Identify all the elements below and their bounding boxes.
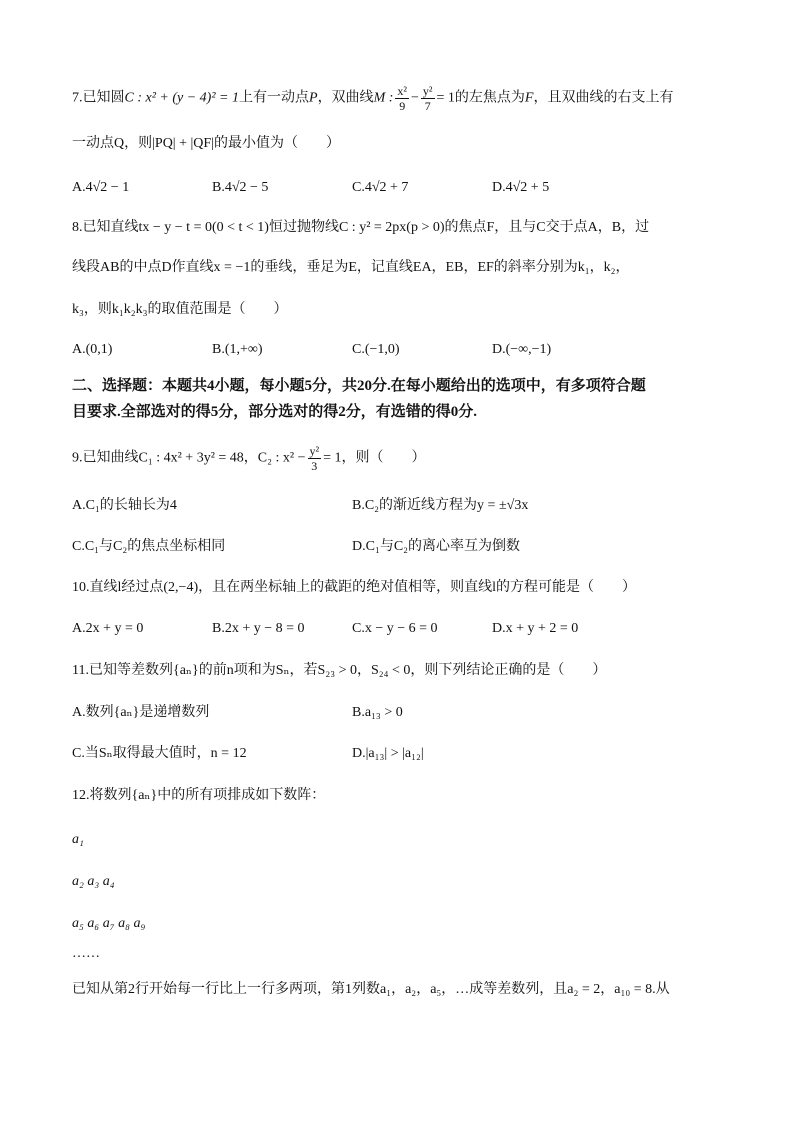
q7-text: ，双曲线: [317, 90, 374, 106]
q8-option-b: B.(1,+∞): [212, 342, 263, 357]
q9-text: = 1，则（ ）: [323, 450, 426, 466]
q9-line: [72, 444, 426, 473]
section2-heading-line2: 目要求.全部选对的得5分，部分选对的得2分，有选错的得0分.: [72, 404, 478, 420]
q7-point-p: P: [309, 90, 318, 106]
q7-text: 上有一动点: [239, 90, 309, 106]
q10-option-c: C.x − y − 6 = 0: [352, 621, 438, 636]
q10-option-d: D.x + y + 2 = 0: [492, 621, 579, 636]
q7-text: ，且双曲线的右支上有: [533, 90, 674, 106]
q11-option-d: D.|a₁₃| > |a₁₂|: [352, 746, 424, 761]
q9-option-d: D.C₁与C₂的离心率互为倒数: [352, 539, 521, 554]
section2-heading-line1: 二、选择题：本题共4小题，每小题5分，共20分.在每小题给出的选项中，有多项符合题: [72, 378, 646, 394]
q7-frac-x: $\frac{\text{x²}}{9}$: [397, 84, 407, 113]
q12-matrix-row1: a₁: [72, 832, 84, 847]
q11-option-b: B.a₁₃ > 0: [352, 705, 403, 720]
q11-option-a: A.数列{aₙ}是递增数列: [72, 705, 210, 720]
q9-option-c: C.C₁与C₂的焦点坐标相同: [72, 539, 226, 554]
q7-option-d: D.4√2 + 5: [492, 180, 550, 195]
q8-line2: 线段AB的中点D作直线x = −1的垂线，垂足为E，记直线EA，EB，EF的斜率分别为k₁，k₂，: [72, 260, 630, 275]
q8-option-c: C.(−1,0): [352, 342, 400, 357]
q9-frac: $\frac{\text{y²}}{3}$: [309, 444, 320, 473]
q11-option-c: C.当Sₙ取得最大值时，n = 12: [72, 746, 247, 761]
q10-line: 10.直线l经过点(2,−4)，且在两坐标轴上的截距的绝对值相等，则直线l的方程可能是（ ）: [72, 580, 636, 595]
q8-line3: k₃，则k₁k₂k₃的取值范围是（ ）: [72, 302, 288, 317]
q7-hyperbola-label: M :: [373, 90, 394, 106]
q9-option-b: B.C₂的渐近线方程为y = ±√3x: [352, 498, 529, 513]
q10-option-a: A.2x + y = 0: [72, 621, 144, 636]
q8-line1: 8.已知直线tx − y − t = 0(0 < t < 1)恒过抛物线C : y² = 2px(p > 0)的焦点F，且与C交于点A，B，过: [72, 220, 650, 235]
q7-text: 的左焦点为: [454, 90, 525, 106]
q7-option-b: B.4√2 − 5: [212, 180, 269, 195]
q12-matrix-row3: a₅ a₆ a₇ a₈ a₉: [72, 916, 146, 931]
q12-matrix-dots: ……: [72, 946, 100, 961]
q8-option-d: D.(−∞,−1): [492, 342, 552, 357]
q9-text: 9.已知曲线C₁ : 4x² + 3y² = 48，C₂ : x² −: [72, 450, 306, 466]
q7-text: 7.已知圆: [72, 90, 125, 106]
q7-focus-f: F: [524, 90, 534, 106]
q7-line1: 7.已知圆C : x² + (y − 4)² = 1上有一动点P，双曲线M : $\frac{\text{x²}}{9}$ − $\frac{\text{y²}}{7}$ = 1的左焦点为F，且双曲线的右支上有: [72, 84, 674, 113]
q12-matrix-row2: a₂ a₃ a₄: [72, 874, 115, 889]
q9-option-a: A.C₁的长轴长为4: [72, 498, 177, 513]
q8-option-a: A.(0,1): [72, 342, 113, 357]
q11-line: 11.已知等差数列{aₙ}的前n项和为Sₙ，若S₂₃ > 0，S₂₄ < 0，则下列结论正确的是（ ）: [72, 663, 607, 678]
q10-option-b: B.2x + y − 8 = 0: [212, 621, 305, 636]
q7-circle-eq: C : x² + (y − 4)² = 1: [124, 90, 239, 106]
q7-option-a: A.4√2 − 1: [72, 180, 130, 195]
q7-line2: 一动点Q，则|PQ| + |QF|的最小值为（ ）: [72, 136, 341, 151]
q7-eq: = 1: [436, 90, 455, 106]
q7-option-c: C.4√2 + 7: [352, 180, 409, 195]
q12-line1: 12.将数列{aₙ}中的所有项排成如下数阵：: [72, 788, 326, 803]
q7-frac-y: $\frac{\text{y²}}{7}$: [422, 84, 433, 113]
q12-line-last: 已知从第2行开始每一行比上一行多两项，第1列数a₁，a₂，a₅，…成等差数列，且a₂ = 2，a₁₀ = 8.从: [72, 982, 670, 997]
